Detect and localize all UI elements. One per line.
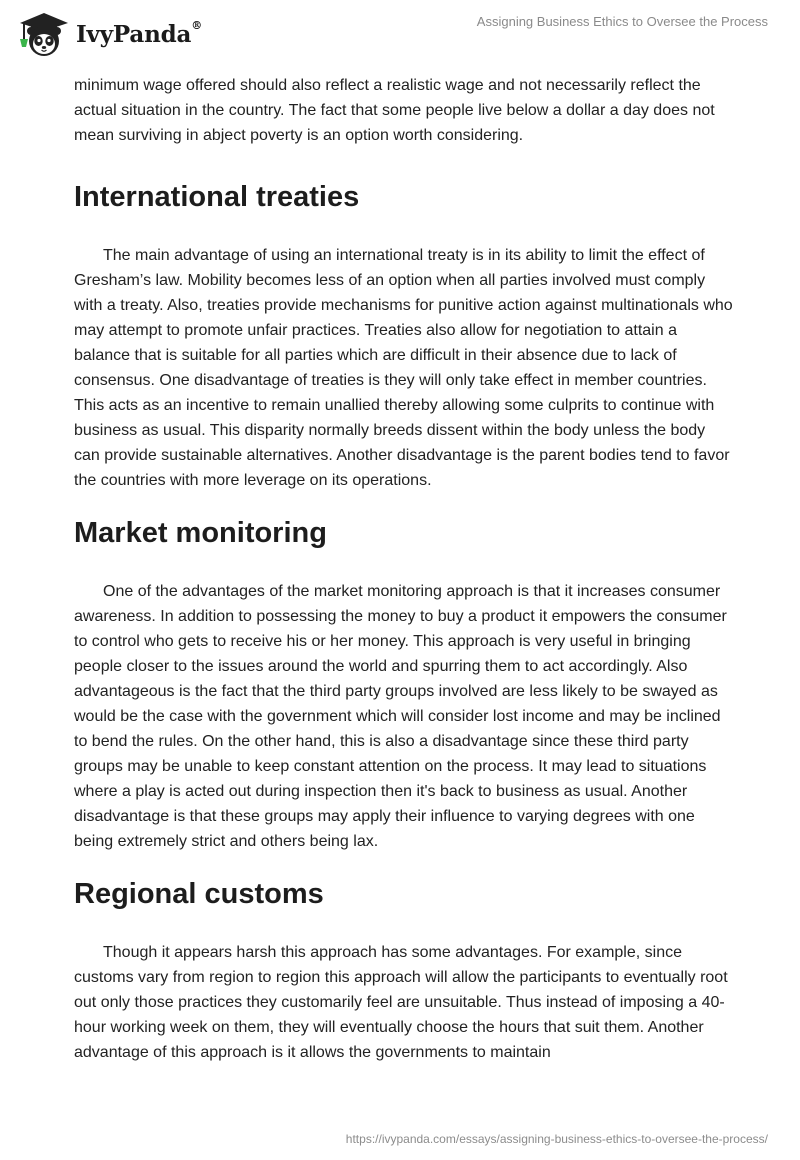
panda-graduate-icon bbox=[14, 9, 70, 59]
paragraph-regional-customs: Though it appears harsh this approach has some advantages. For example, since customs vary from region to region this approach will allow the participants to eventually root out only those practices they customarily feel are unsuitable. Thus instead of imposing a 40-hour working week on them, they will eventually choose the hours that suit them. Another advantage of this approach is it allows the governments to maintain bbox=[74, 944, 728, 1061]
paragraph-market-monitoring: One of the advantages of the market monitoring approach is that it increases consumer awareness. In addition to possessing the money to buy a product it empowers the consumer to control who gets to receive his or her money. This approach is very useful in bringing people closer to the issues around the world and spurring them to act accordingly. Also advantageous is the fact that the third party groups involved are less likely to be swayed as would be the case with the government which will consider lost income and may be inclined to bend the rules. On the other hand, this is also a disadvantage since these third party groups may be unable to keep constant attention on the process. It may lead to situations where a play is acted out during inspection then it's back to business as usual. Another disadvantage is that these groups may apply their influence to varying degrees with one being extremely strict and others being lax. bbox=[74, 583, 727, 850]
page-header bbox=[0, 0, 800, 70]
heading-regional-customs: Regional customs bbox=[74, 878, 324, 910]
logo[interactable] bbox=[14, 9, 202, 59]
logo-registered-mark: ® bbox=[191, 18, 202, 32]
logo-text: IvyPanda bbox=[76, 20, 192, 48]
paragraph-international-treaties: The main advantage of using an international treaty is in its ability to limit the effect of Gresham’s law. Mobility becomes less of an option when all parties involved must comply with a treaty. Also, treaties provide mechanisms for punitive action against multinationals who may attempt to promote unfair practices. Treaties also allow for negotiation to attain a balance that is suitable for all parties which are difficult in their absence due to lack of consensus. One disadvantage of treaties is they will only take effect in member countries. This acts as an incentive to remain unallied thereby allowing some culprits to continue with business as usual. This disparity normally breeds dissent within the body unless the body can provide sustainable alternatives. Another disadvantage is the parent bodies tend to favor the countries with more leverage on its operations. bbox=[74, 247, 733, 489]
document-title: Assigning Business Ethics to Oversee the Process bbox=[476, 14, 768, 29]
essay-content bbox=[74, 70, 734, 1065]
intro-paragraph: minimum wage offered should also reflect a realistic wage and not necessarily reflect the actual situation in the country. The fact that some people live below a dollar a day does not mean surviving in abject poverty is an option worth considering. bbox=[74, 77, 715, 144]
footer-url-link[interactable]: https://ivypanda.com/essays/assigning-business-ethics-to-oversee-the-process/ bbox=[345, 1132, 768, 1146]
logo-wordmark bbox=[76, 18, 202, 48]
heading-market-monitoring: Market monitoring bbox=[74, 517, 327, 549]
heading-international-treaties: International treaties bbox=[74, 181, 360, 213]
